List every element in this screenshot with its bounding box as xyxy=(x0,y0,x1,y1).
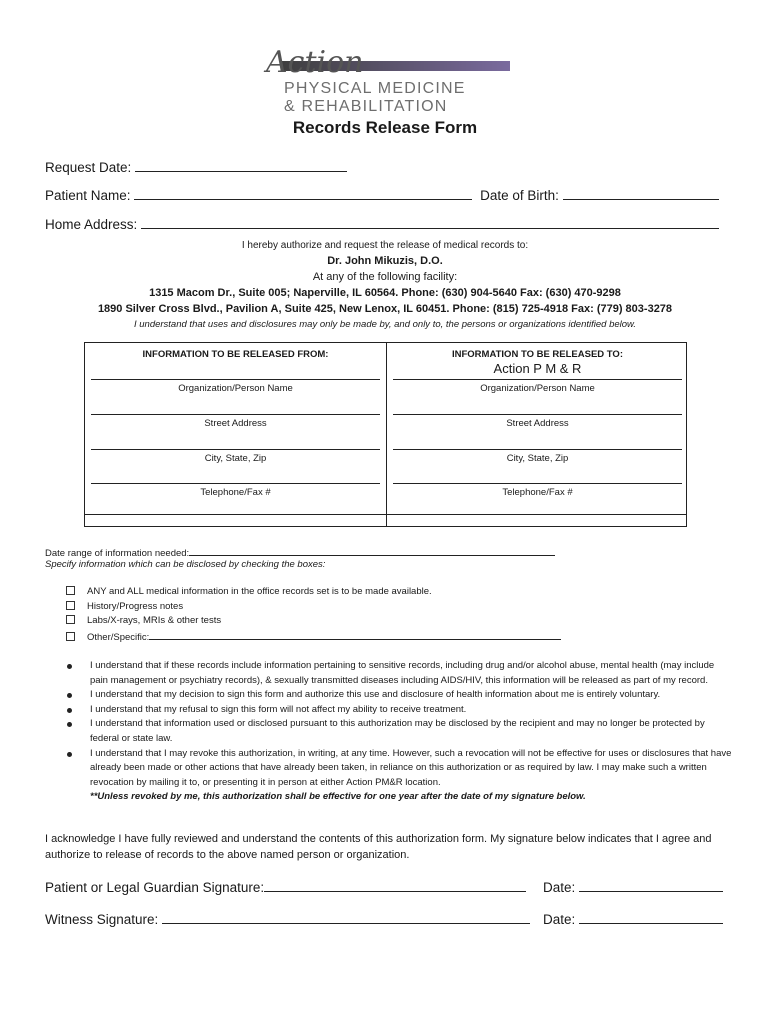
authorization-statements xyxy=(62,659,732,805)
checkbox-icon[interactable] xyxy=(66,615,75,624)
checkbox-label: ANY and ALL medical information in the office records set is to be made available. xyxy=(87,586,432,597)
to-org-value: Action P M & R xyxy=(493,361,582,376)
checkbox-other-specific[interactable] xyxy=(66,630,561,645)
to-city-label: City, State, Zip xyxy=(506,453,569,464)
date-of-birth-label: Date of Birth: xyxy=(480,188,559,203)
to-street-line[interactable] xyxy=(393,414,682,415)
date-of-birth-input-line[interactable] xyxy=(563,185,719,200)
from-city-line[interactable] xyxy=(91,449,380,450)
from-org-line[interactable] xyxy=(91,379,380,380)
bullet-icon xyxy=(67,693,72,698)
to-city-line[interactable] xyxy=(393,449,682,450)
doctor-name: Dr. John Mikuzis, D.O. xyxy=(327,255,443,267)
logo-line-2: & REHABILITATION xyxy=(284,98,448,115)
checkbox-label: History/Progress notes xyxy=(87,600,184,612)
disclosure-note: I understand that uses and disclosures may only be made by, and only to, the persons or organizations identified below. xyxy=(133,319,637,330)
bullet-icon xyxy=(67,752,72,757)
request-date-label: Request Date: xyxy=(45,160,132,175)
list-item: I understand that I may revoke this authorization, in writing, at any time. However, such a revocation will not be effective for uses or disclosures that have already been made or other actions that have already been taken, in reliance on this authorization or as required by law. I may make such a written revocation by mailing it to, or presenting it in person at either Action PM&R location. xyxy=(62,747,732,791)
checkbox-icon[interactable] xyxy=(66,632,75,641)
date-range-input-line[interactable] xyxy=(189,545,555,556)
release-information-table xyxy=(84,342,687,527)
patient-date-input-line[interactable] xyxy=(579,877,723,892)
release-from-column xyxy=(85,343,386,514)
to-phone-label: Telephone/Fax # xyxy=(502,487,573,498)
checkbox-labs-imaging[interactable] xyxy=(66,615,561,630)
facility-intro: At any of the following facility: xyxy=(312,271,458,283)
witness-signature-label: Witness Signature: xyxy=(45,912,159,927)
from-street-label: Street Address xyxy=(204,418,267,429)
list-item: I understand that my refusal to sign this form will not affect my ability to receive treatment. xyxy=(62,703,732,718)
disclosure-checkbox-list xyxy=(66,586,561,644)
specify-instructions: Specify information which can be disclosed by checking the boxes: xyxy=(45,559,326,570)
release-to-header: INFORMATION TO BE RELEASED TO: xyxy=(451,349,623,360)
witness-date-input-line[interactable] xyxy=(579,909,723,924)
bullet-icon xyxy=(67,708,72,713)
to-org-line[interactable] xyxy=(393,379,682,380)
from-city-label: City, State, Zip xyxy=(204,453,267,464)
list-item: I understand that my decision to sign this form and authorize this use and disclosure of health information about me is entirely voluntary. xyxy=(62,688,732,703)
from-org-label: Organization/Person Name xyxy=(178,383,293,394)
facility-naperville: 1315 Macom Dr., Suite 005; Naperville, IL 60564. Phone: (630) 904-5640 Fax: (630) 470-9298 xyxy=(149,287,621,299)
revocation-note: **Unless revoked by me, this authorization shall be effective for one year after the date of my signature below. xyxy=(90,791,586,803)
patient-signature-label: Patient or Legal Guardian Signature: xyxy=(45,880,265,895)
request-date-row xyxy=(45,157,347,175)
checkbox-icon[interactable] xyxy=(66,601,75,610)
other-specific-input-line[interactable] xyxy=(149,630,561,640)
home-address-label: Home Address: xyxy=(45,217,138,232)
patient-date-label: Date: xyxy=(543,880,576,895)
witness-signature-date-row xyxy=(543,909,723,927)
checkbox-label: Labs/X-rays, MRIs & other tests xyxy=(87,615,222,626)
date-range-row xyxy=(45,545,555,559)
home-address-input-line[interactable] xyxy=(141,214,719,229)
from-street-line[interactable] xyxy=(91,414,380,415)
patient-name-label: Patient Name: xyxy=(45,188,131,203)
to-phone-line[interactable] xyxy=(393,483,682,484)
facility-new-lenox: 1890 Silver Cross Blvd., Pavilion A, Suite 425, New Lenox, IL 60451. Phone: (815) 725-4918 Fax: (779) 803-3278 xyxy=(97,303,673,315)
company-logo xyxy=(262,44,512,116)
date-range-label: Date range of information needed: xyxy=(45,548,190,559)
witness-date-label: Date: xyxy=(543,912,576,927)
logo-word: Action xyxy=(266,45,364,80)
checkbox-label: Other/Specific: xyxy=(87,631,150,643)
request-date-input-line[interactable] xyxy=(135,157,347,172)
witness-signature-input-line[interactable] xyxy=(162,909,530,924)
release-from-header: INFORMATION TO BE RELEASED FROM: xyxy=(142,349,329,360)
patient-name-input-line[interactable] xyxy=(134,185,472,200)
list-item: I understand that information used or disclosed pursuant to this authorization may be disclosed by the recipient and may no longer be protected by federal or state law. xyxy=(62,717,732,746)
from-phone-line[interactable] xyxy=(91,483,380,484)
patient-name-row xyxy=(45,185,719,203)
home-address-row xyxy=(45,214,719,232)
logo-line-1: PHYSICAL MEDICINE xyxy=(284,80,466,97)
bullet-icon xyxy=(67,722,72,727)
authorization-intro: I hereby authorize and request the release of medical records to: xyxy=(241,240,529,251)
form-title: Records Release Form xyxy=(292,118,478,137)
checkbox-history-notes[interactable] xyxy=(66,601,561,616)
from-phone-label: Telephone/Fax # xyxy=(200,487,271,498)
acknowledgement-text: I acknowledge I have fully reviewed and understand the contents of this authorization form. My signature below indicates that I agree and authorize to release of records to the above named person or organization. xyxy=(45,833,712,861)
to-org-label: Organization/Person Name xyxy=(480,383,595,394)
patient-signature-date-row xyxy=(543,877,723,895)
list-item: I understand that if these records include information pertaining to sensitive records, including drug and/or alcohol abuse, mental health (may include pain management or psychiatry records), & sexually transmitted diseases including AIDS/HIV, this information will be released as part of my record. xyxy=(62,659,732,688)
bullet-icon xyxy=(67,664,72,669)
logo-graphic xyxy=(262,44,512,116)
patient-signature-input-line[interactable] xyxy=(264,877,526,892)
patient-signature-row xyxy=(45,877,526,895)
witness-signature-row xyxy=(45,909,530,927)
release-to-column xyxy=(387,343,688,514)
checkbox-icon[interactable] xyxy=(66,586,75,595)
checkbox-all-records[interactable] xyxy=(66,586,561,601)
to-street-label: Street Address xyxy=(506,418,569,429)
